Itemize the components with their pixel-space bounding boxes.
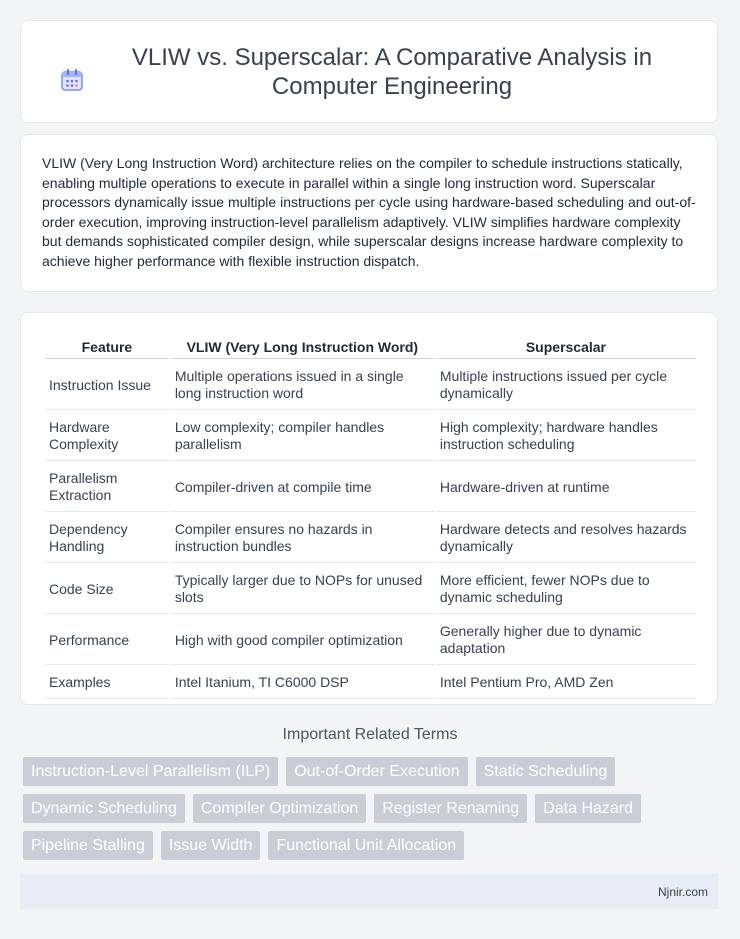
tag-dynamic-scheduling[interactable]: Dynamic Scheduling (23, 794, 185, 823)
feature-cell: Examples (45, 667, 169, 699)
calendar-icon (59, 67, 85, 93)
vliw-cell: High with good compiler optimization (171, 616, 434, 665)
table-row (45, 667, 696, 699)
comparison-table (43, 333, 698, 701)
table-row (45, 463, 696, 512)
feature-cell: Code Size (45, 565, 169, 614)
vliw-cell: Intel Itanium, TI C6000 DSP (171, 667, 434, 699)
tag-data-hazard[interactable]: Data Hazard (535, 794, 641, 823)
summary-card (20, 134, 718, 292)
footer-site-link[interactable]: Njnir.com (657, 884, 708, 899)
tag-static-scheduling[interactable]: Static Scheduling (476, 757, 616, 786)
superscalar-cell: Intel Pentium Pro, AMD Zen (436, 667, 696, 699)
table-row (45, 412, 696, 461)
title-card (20, 20, 718, 123)
tag-out-of-order-execution[interactable]: Out-of-Order Execution (286, 757, 467, 786)
superscalar-cell: Hardware detects and resolves hazards dynamically (436, 514, 696, 563)
header-vliw: VLIW (Very Long Instruction Word) (171, 335, 434, 359)
superscalar-cell: More efficient, fewer NOPs due to dynamic scheduling (436, 565, 696, 614)
related-terms-heading: Important Related Terms (282, 726, 458, 743)
feature-cell: Hardware Complexity (45, 412, 169, 461)
superscalar-cell: Generally higher due to dynamic adaptation (436, 616, 696, 665)
vliw-cell: Compiler-driven at compile time (171, 463, 434, 512)
vliw-cell: Multiple operations issued in a single long instruction word (171, 361, 434, 410)
table-row (45, 616, 696, 665)
related-terms-tags (23, 757, 723, 868)
tag-register-renaming[interactable]: Register Renaming (374, 794, 527, 823)
table-header-row (45, 335, 696, 359)
tag-pipeline-stalling[interactable]: Pipeline Stalling (23, 831, 153, 860)
header-feature: Feature (45, 335, 169, 359)
footer (20, 874, 718, 909)
table-row (45, 361, 696, 410)
table-row (45, 565, 696, 614)
superscalar-cell: Hardware-driven at runtime (436, 463, 696, 512)
title-row (59, 43, 679, 101)
feature-cell: Dependency Handling (45, 514, 169, 563)
tag-ilp[interactable]: Instruction-Level Parallelism (ILP) (23, 757, 278, 786)
summary-text: VLIW (Very Long Instruction Word) architecture relies on the compiler to schedule instructions statically, enabling multiple operations to execute in parallel within a single long instruction word. Superscalar processors dynamically issue multiple instructions per cycle using hardware-based scheduling and out-of-order execution, improving instruction-level parallelism adaptively. VLIW simplifies hardware complexity but demands sophisticated compiler design, while superscalar designs increase hardware complexity to achieve higher performance with flexible instruction dispatch. (42, 155, 696, 269)
feature-cell: Performance (45, 616, 169, 665)
table-row (45, 514, 696, 563)
tag-compiler-optimization[interactable]: Compiler Optimization (193, 794, 366, 823)
comparison-table-card (20, 312, 718, 705)
page-title: VLIW vs. Superscalar: A Comparative Analysis in Computer Engineering (131, 43, 653, 100)
feature-cell: Parallelism Extraction (45, 463, 169, 512)
superscalar-cell: Multiple instructions issued per cycle dynamically (436, 361, 696, 410)
feature-cell: Instruction Issue (45, 361, 169, 410)
vliw-cell: Typically larger due to NOPs for unused slots (171, 565, 434, 614)
header-superscalar: Superscalar (436, 335, 696, 359)
tag-functional-unit-allocation[interactable]: Functional Unit Allocation (268, 831, 464, 860)
vliw-cell: Compiler ensures no hazards in instruction bundles (171, 514, 434, 563)
superscalar-cell: High complexity; hardware handles instruction scheduling (436, 412, 696, 461)
vliw-cell: Low complexity; compiler handles parallelism (171, 412, 434, 461)
tag-issue-width[interactable]: Issue Width (161, 831, 261, 860)
